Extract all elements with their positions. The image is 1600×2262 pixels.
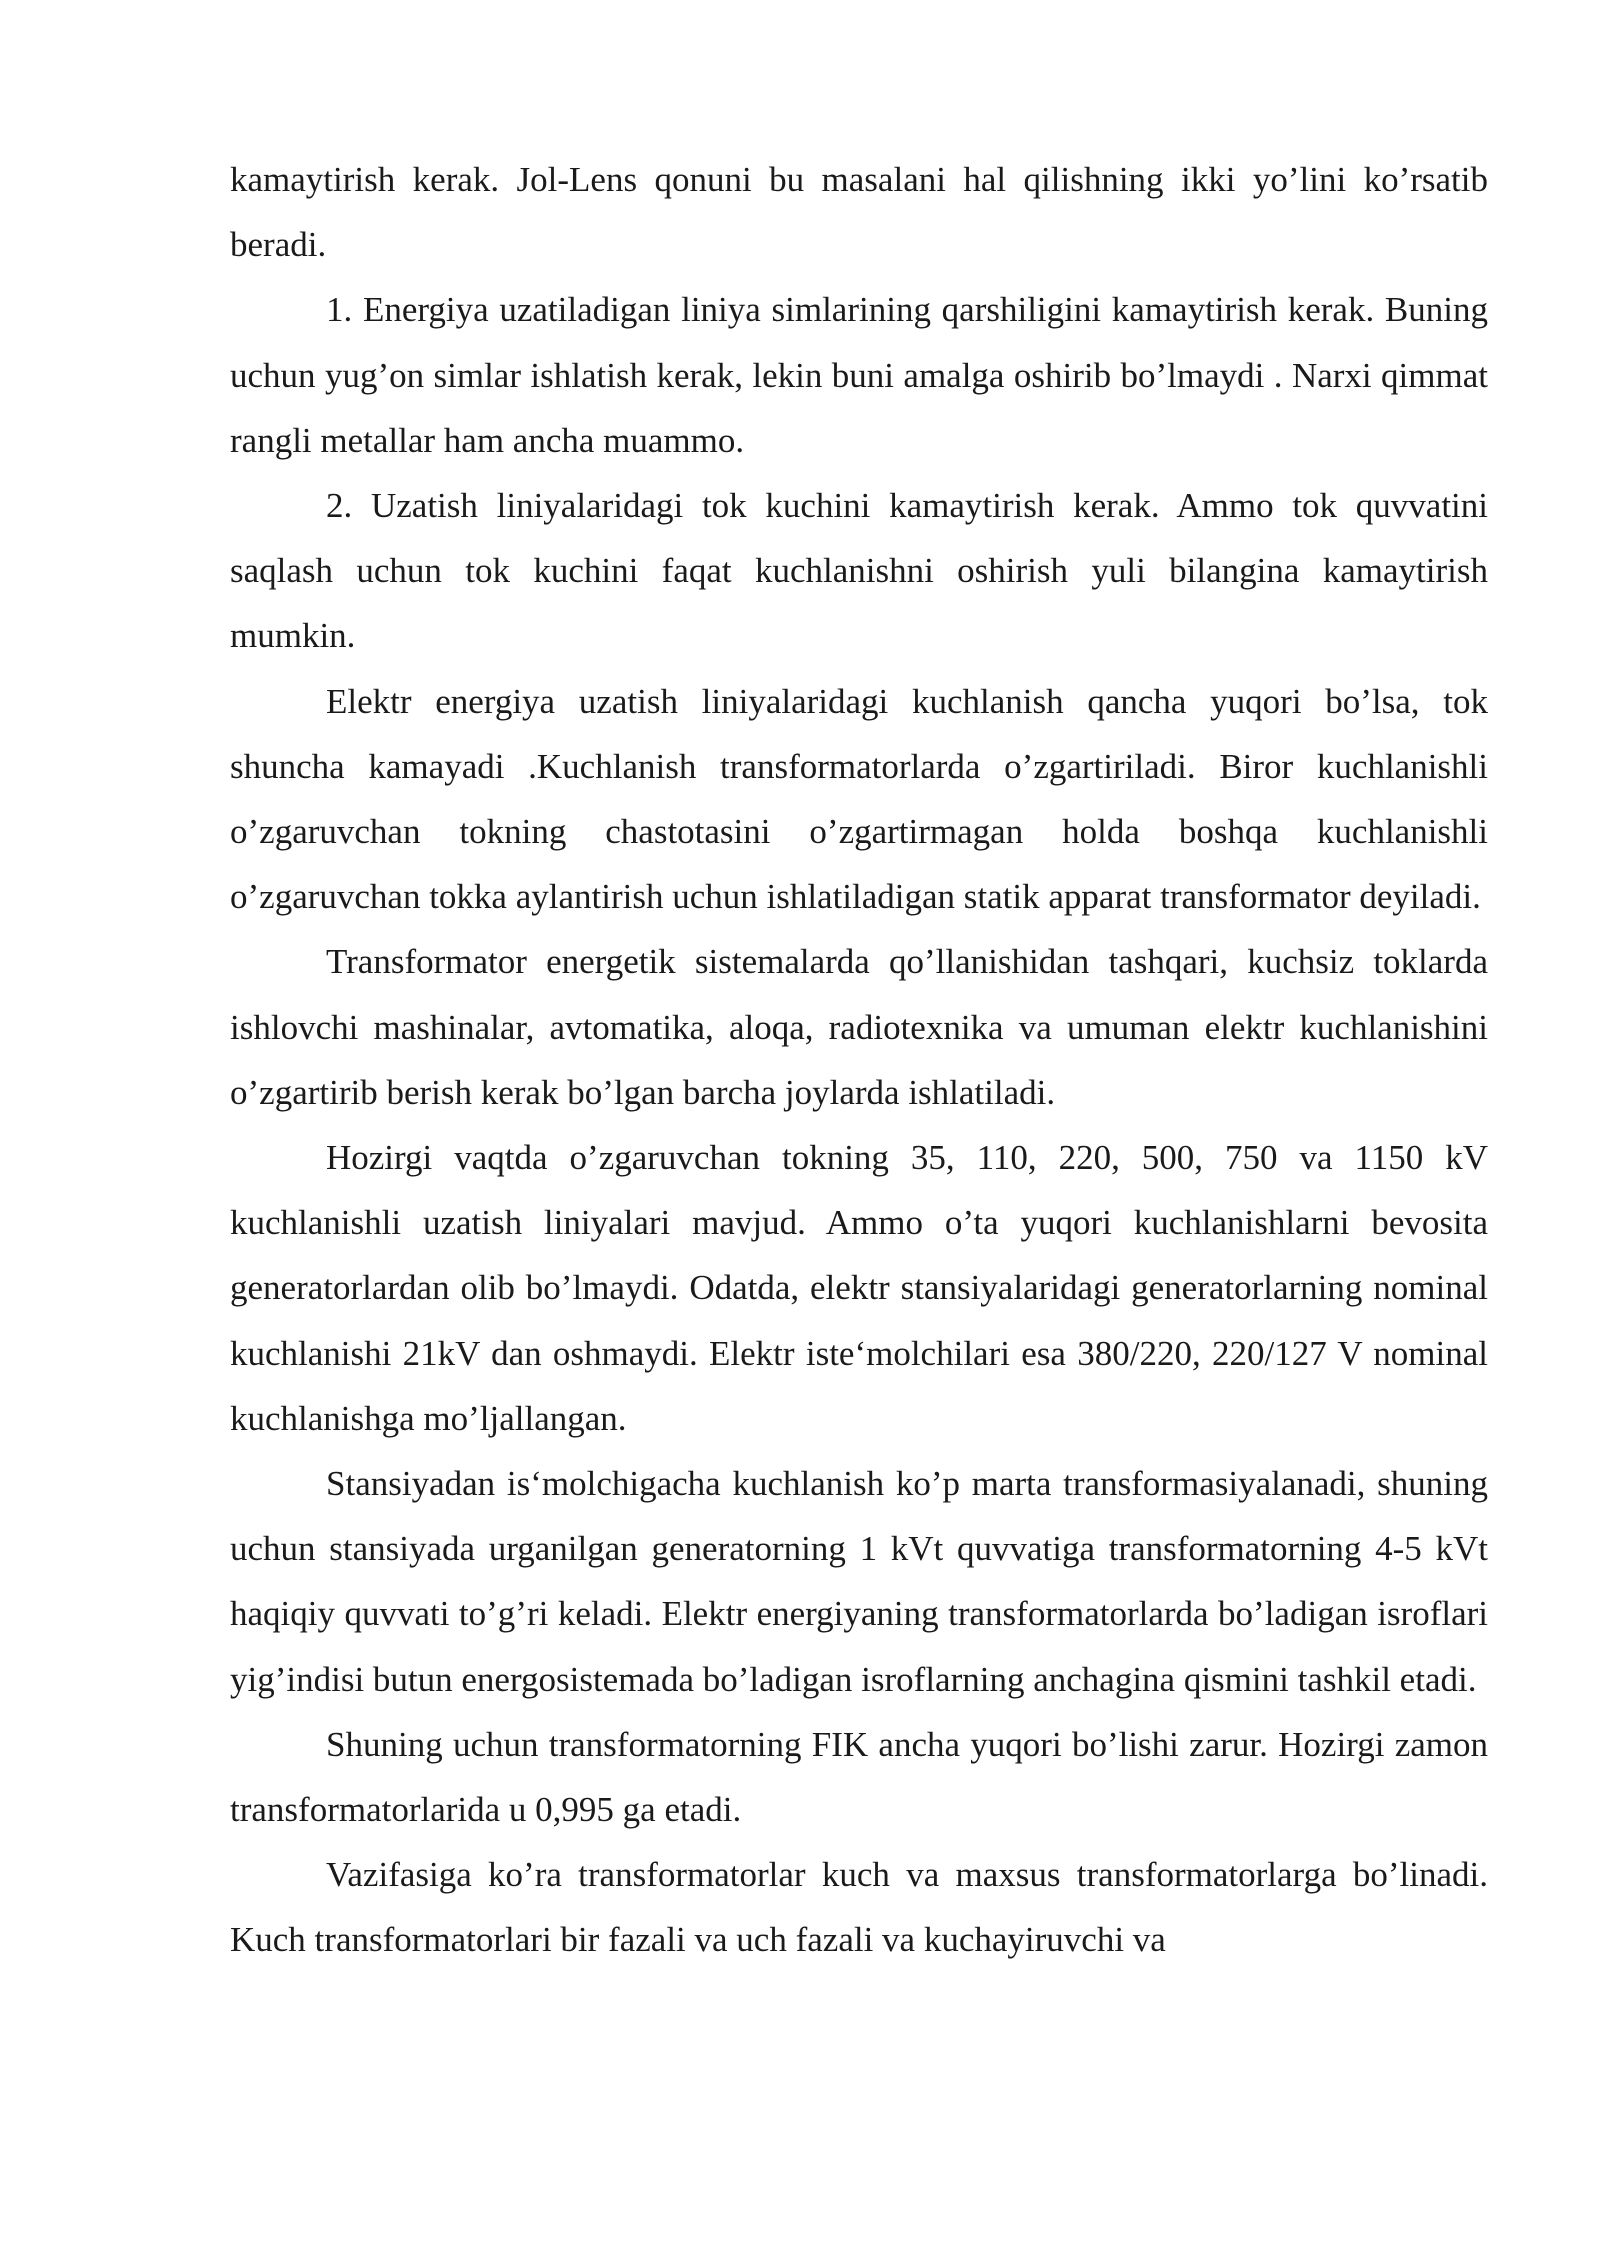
document-body (230, 147, 1488, 1973)
paragraph-item-1: 1. Energiya uzatiladigan liniya simlarining qarshiligini kamaytirish kerak. Buning uchun yug’on simlar ishlatish kerak, lekin buni amalga oshirib bo’lmaydi . Narxi qimmat rangli metallar ham ancha muammo. (230, 290, 1488, 460)
paragraph-transformer-usage: Transformator energetik sistemalarda qo’llanishidan tashqari, kuchsiz toklarda ishlovchi mashinalar, avtomatika, aloqa, radiotexnika va umuman elektr kuchlanishini o’zgartirib berish kerak bo’lgan barcha joylarda ishlatiladi. (230, 942, 1488, 1112)
paragraph-efficiency: Shuning uchun transformatorning FIK ancha yuqori bo’lishi zarur. Hozirgi zamon transformatorlarida u 0,995 ga etadi. (230, 1724, 1488, 1830)
paragraph-transformation-losses: Stansiyadan is‘molchigacha kuchlanish ko’p marta transformasiyalanadi, shuning uchun stansiyada urganilgan generatorning 1 kVt quvvatiga transformatorning 4-5 kVt haqiqiy quvvati to’g’ri keladi. Elektr energiyaning transformatorlarda bo’ladigan isroflari yig’indisi butun energosistemada bo’ladigan isroflarning anchagina qismini tashkil etadi. (230, 1464, 1488, 1699)
paragraph-classification: Vazifasiga ko’ra transformatorlar kuch va maxsus transformatorlarga bo’linadi. Kuch transformatorlari bir fazali va uch fazali va kuchayiruvchi va (230, 1855, 1488, 1960)
paragraph-continuation: kamaytirish kerak. Jol-Lens qonuni bu masalani hal qilishning ikki yo’lini ko’rsatib beradi. (230, 160, 1488, 265)
paragraph-voltage-levels: Hozirgi vaqtda o’zgaruvchan tokning 35, 110, 220, 500, 750 va 1150 kV kuchlanishli uzatish liniyalari mavjud. Ammo o’ta yuqori kuchlanishlarni bevosita generatorlardan olib bo’lmaydi. Odatda, elektr stansiyalaridagi generatorlarning nominal kuchlanishi 21kV dan oshmaydi. Elektr iste‘molchilari esa 380/220, 220/127 V nominal kuchlanishga mo’ljallangan. (230, 1138, 1488, 1438)
paragraph-item-2: 2. Uzatish liniyalaridagi tok kuchini kamaytirish kerak. Ammo tok quvvatini saqlash uchun tok kuchini faqat kuchlanishni oshirish yuli bilangina kamaytirish mumkin. (230, 486, 1488, 656)
paragraph-transformer-definition: Elektr energiya uzatish liniyalaridagi kuchlanish qancha yuqori bo’lsa, tok shuncha kamayadi .Kuchlanish transformatorlarda o’zgartiriladi. Biror kuchlanishli o’zgaruvchan tokning chastotasini o’zgartirmagan holda boshqa kuchlanishli o’zgaruvchan tokka aylantirish uchun ishlatiladigan statik apparat transformator deyiladi. (230, 681, 1488, 917)
